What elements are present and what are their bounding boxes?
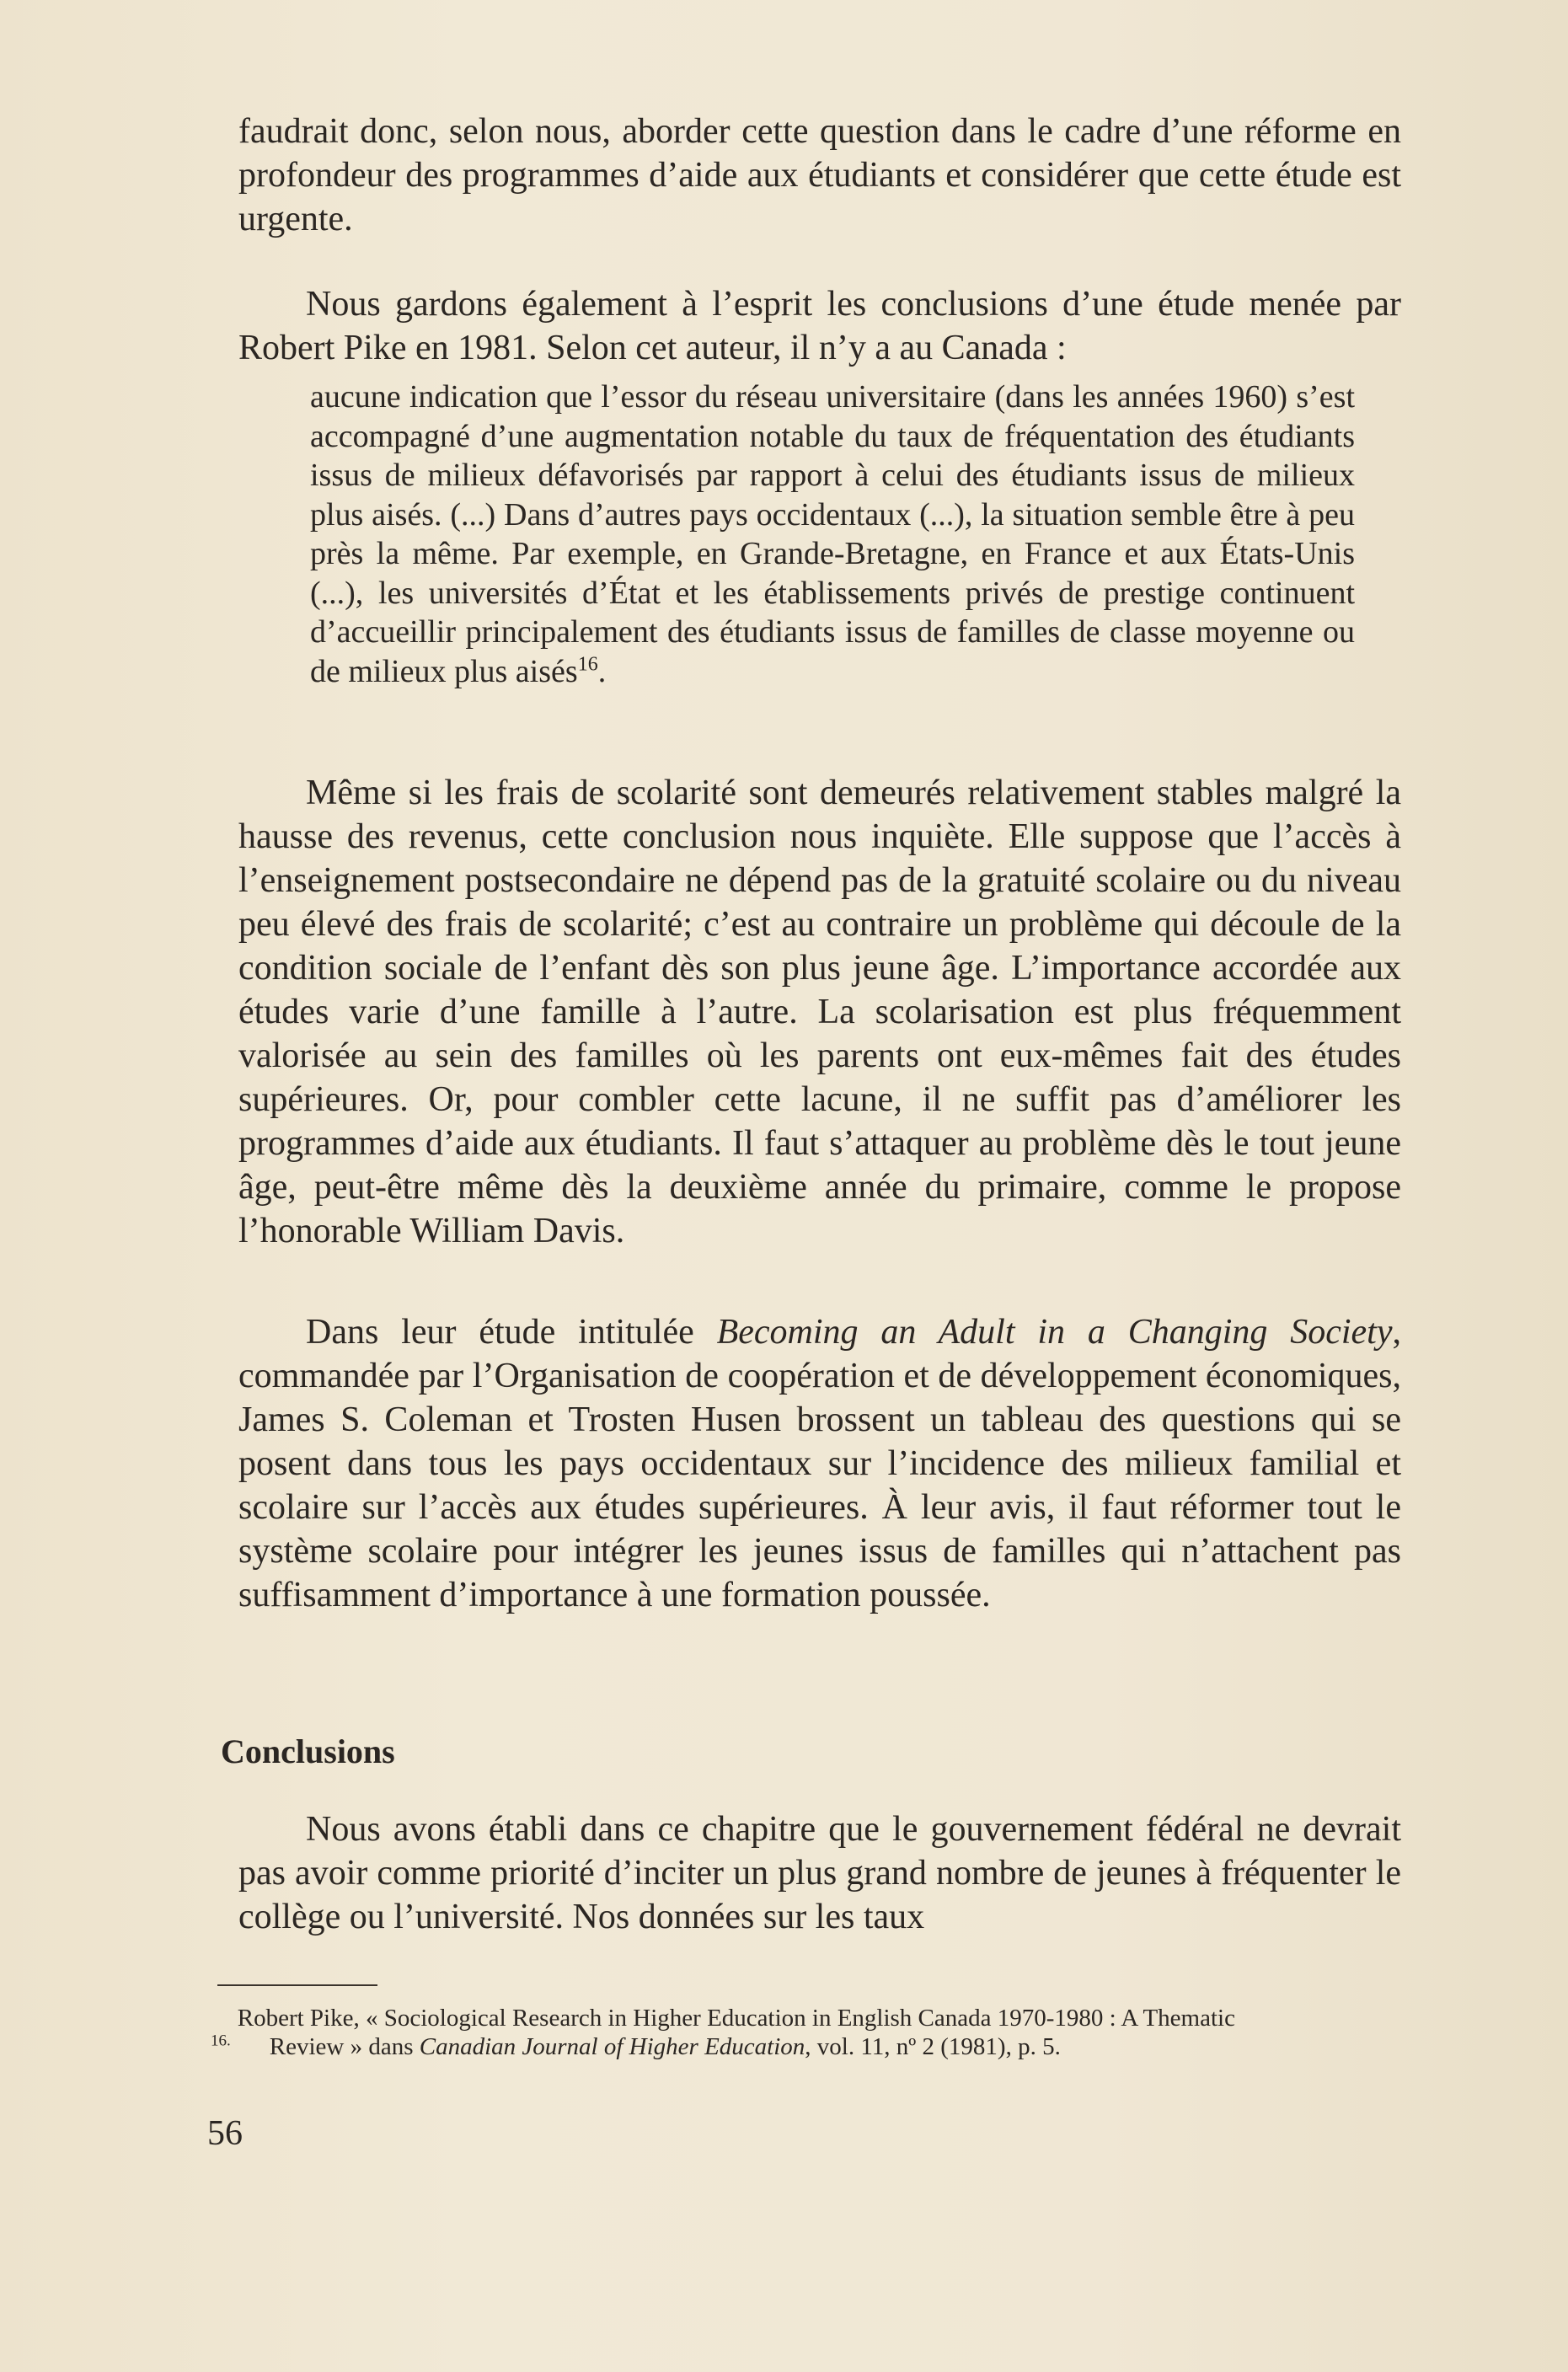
para-text-after-title: , commandée par l’Organisation de coopération et de développement économiques, James S. Coleman et Trosten Husen brossent un tableau des questions qui se posent dans tous les pays occidentaux sur l’incidence des milieux familial et scolaire sur l’accès aux études supérieures. À leur avis, il faut réformer tout le système scolaire pour intégrer les jeunes issus de familles qui n’attachent pas suffisamment d’importance à une formation poussée. bbox=[238, 1313, 1401, 1614]
footnote-reference: 16 bbox=[577, 652, 598, 675]
book-title: Becoming an Adult in a Changing Society bbox=[716, 1313, 1393, 1352]
paragraph-pike-intro: Nous gardons également à l’esprit les conclusions d’une étude menée par Robert Pike en 1981. Selon cet auteur, il n’y a au Canada : bbox=[238, 285, 1401, 367]
footnote-text-b: Review » dans bbox=[269, 2033, 420, 2060]
paragraph-continuation: faudrait donc, selon nous, aborder cette question dans le cadre d’une réforme en profondeur des programmes d’aide aux étudiants et considérer que cette étude est urgente. bbox=[238, 112, 1401, 238]
block-quote-pike bbox=[310, 377, 1355, 691]
quote-end: . bbox=[597, 653, 607, 689]
paragraph-conclusions: Nous avons établi dans ce chapitre que le gouvernement fédéral ne devrait pas avoir comme priorité d’inciter un plus grand nombre de jeunes à fréquenter le collège ou l’université. Nos données sur les taux bbox=[238, 1810, 1401, 1936]
footnote-body bbox=[238, 2004, 1235, 2061]
paragraph-tuition-conclusion: Même si les frais de scolarité sont demeurés relativement stables malgré la hausse des revenus, cette conclusion nous inquiète. Elle suppose que l’accès à l’enseignement postsecondaire ne dépend pas de la gratuité scolaire ou du niveau peu élevé des frais de scolarité; c’est au contraire un problème qui découle de la condition sociale de l’enfant dès son plus jeune âge. L’importance accordée aux études varie d’une famille à l’autre. La scolarisation est plus fréquemment valorisée au sein des familles où les parents ont eux-mêmes fait des études supérieures. Or, pour combler cette lacune, il ne suffit pas d’améliorer les programmes d’aide aux étudiants. Il faut s’attaquer au problème dès le tout jeune âge, peut-être même dès la deuxième année du primaire, comme le propose l’honorable William Davis. bbox=[238, 774, 1401, 1250]
footnote-text-c: , vol. 11, nº 2 (1981), p. 5. bbox=[805, 2033, 1061, 2060]
page-number: 56 bbox=[207, 2114, 243, 2153]
footnote-rule bbox=[217, 1984, 377, 1986]
paragraph-coleman-husen bbox=[238, 1310, 1401, 1617]
para-text-before-title: Dans leur étude intitulée bbox=[306, 1313, 717, 1352]
footnote-16 bbox=[211, 2004, 1399, 2061]
section-heading-conclusions: Conclusions bbox=[221, 1732, 395, 1770]
footnote-continuation bbox=[238, 2032, 1235, 2061]
footnote-journal: Canadian Journal of Higher Education bbox=[419, 2033, 805, 2060]
quote-text: aucune indication que l’essor du réseau universitaire (dans les années 1960) s’est accompagné d’une augmentation notable du taux de fréquentation des étudiants issus de milieux défavorisés par rapport à celui des étudiants issus de milieux plus aisés. (...) Dans d’autres pays occidentaux (...), la situation semble être à peu près la même. Par exemple, en Grande-Bretagne, en France et aux États-Unis (...), les universités d’État et les établissements privés de prestige continuent d’accueillir principalement des étudiants issus de familles de classe moyenne ou de milieux plus aisés bbox=[310, 379, 1355, 689]
footnote-number: 16. bbox=[211, 2032, 231, 2050]
footnote-text-a: Robert Pike, « Sociological Research in Higher Education in English Canada 1970-1980 : A Thematic bbox=[237, 2005, 1235, 2032]
